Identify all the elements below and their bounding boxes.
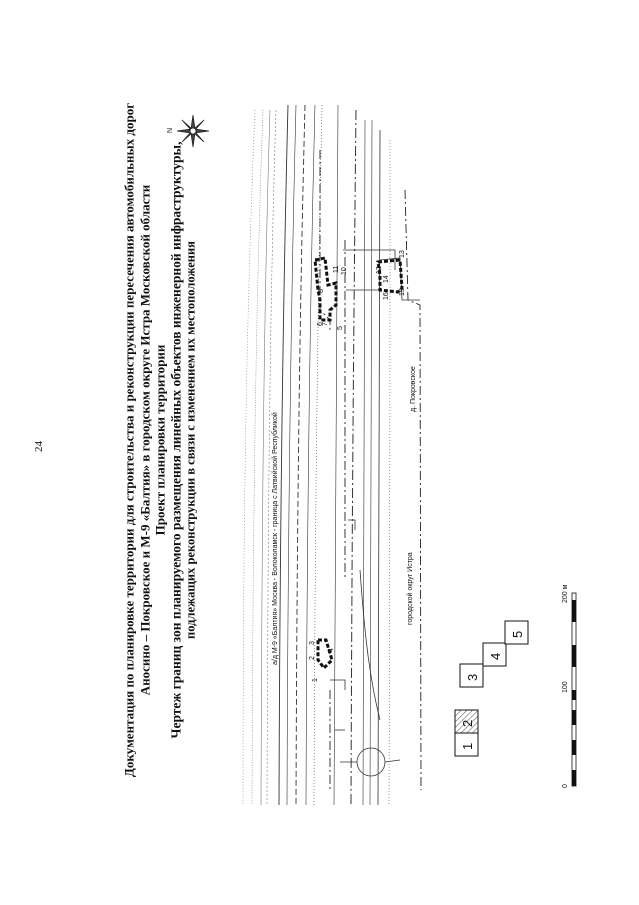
page-number: 24 <box>33 441 45 452</box>
title-line-2: Аносино – Покровское и М-9 «Балтия» в городском округе Истра Московской области <box>136 184 152 696</box>
zone-number: 15 <box>399 288 406 296</box>
zone-number: 13 <box>399 250 406 258</box>
sheet-number: 3 <box>465 673 480 681</box>
zone-number: 11 <box>333 265 340 273</box>
zone-area-lower <box>318 640 332 668</box>
zone-number: 9 <box>315 258 322 262</box>
planned-zones <box>315 258 402 668</box>
village-label: д. Покровское <box>410 366 417 412</box>
zone-number: 7 <box>322 322 329 326</box>
title-line-4: Чертеж границ зон планируемого размещения линейных объектов инженерной инфраструктуры, <box>167 141 183 739</box>
scale-tick-100: 100 <box>562 681 569 693</box>
scale-tick-200: 200 м <box>562 584 569 603</box>
sheet-number: 5 <box>510 630 525 638</box>
zone-number: 4 <box>328 648 335 652</box>
sheet-layout-legend <box>455 621 528 756</box>
zone-number: 14 <box>383 275 390 283</box>
title-line-1: Документация по планировке территории для строительства и реконструкции пересечения автомобильных дорог <box>121 102 137 778</box>
sheet-number: 1 <box>460 742 475 750</box>
zone-number: 6 <box>317 322 324 326</box>
zone-number: 1 <box>312 678 319 682</box>
district-label: городской округ Истра <box>407 552 414 625</box>
title-line-5: подлежащих реконструкции в связи с изменением их местоположения <box>183 241 198 639</box>
zone-numbers <box>309 250 406 682</box>
compass-north-label: N <box>167 127 174 133</box>
scale-tick-0: 0 <box>562 784 569 788</box>
zone-number: 3 <box>309 641 316 645</box>
zone-number: 5 <box>337 326 344 330</box>
scale-bar <box>572 593 576 786</box>
zone-number: 10 <box>341 267 348 275</box>
highway-corridor <box>279 105 390 805</box>
title-line-3: Проект планировки территории <box>152 344 168 536</box>
highway-label: а/д М-9 «Балтия» Москва - Волоколамск - граница с Латвийской Республикой <box>272 412 279 665</box>
sheet-number: 2 <box>460 719 475 727</box>
zone-number: 16 <box>383 292 390 300</box>
sheet-number: 4 <box>488 652 503 660</box>
zone-number: 12 <box>376 266 383 274</box>
zone-number: 2 <box>309 656 316 660</box>
zone-number: 8 <box>318 289 325 293</box>
compass-rose-icon <box>177 115 209 147</box>
